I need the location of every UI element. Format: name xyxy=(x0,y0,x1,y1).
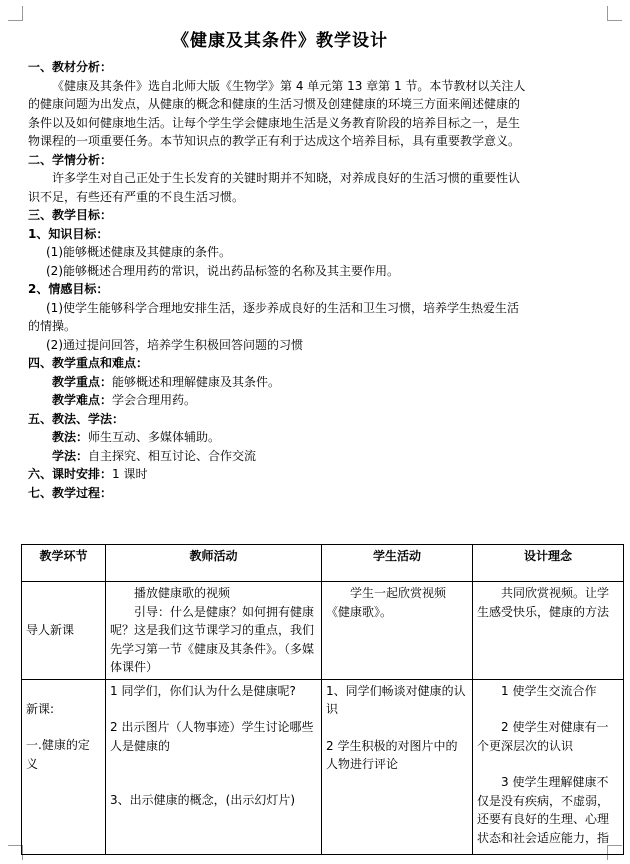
teacher-new-line-1: 1 同学们，你们认为什么是健康呢? xyxy=(110,683,296,698)
learning-method-text: 自主探究、相互讨论、合作交流 xyxy=(88,448,257,463)
section-heading-schedule: 六、课时安排： xyxy=(28,467,113,481)
teaching-method-line xyxy=(28,428,528,447)
teacher-new-line-3: 3、出示健康的概念，(出示幻灯片) xyxy=(110,793,295,807)
corner-mark-top-right xyxy=(607,6,622,21)
difficult-point-label: 教学难点： xyxy=(52,393,113,407)
key-point-line xyxy=(28,373,528,392)
idea-new-line-1: 1 使学生交流合作 xyxy=(501,683,597,698)
section-heading-students: 二、学情分析： xyxy=(28,152,113,167)
header-design-idea: 设计理念 xyxy=(473,545,624,582)
table-row xyxy=(22,679,624,854)
section-heading-key-points: 四、教学重点和难点： xyxy=(28,356,149,370)
schedule-text: 1 课时 xyxy=(112,467,148,481)
student-new-line-2: 2 学生积极的对图片中的人物进行评论 xyxy=(326,738,458,771)
header-student-activity: 学生活动 xyxy=(322,545,473,582)
design-idea-intro: 共同欣赏视频。让学生感受快乐，健康的方法 xyxy=(473,582,624,680)
emotion-goal-2: (2)通过提问回答，培养学生积极回答问题的习惯 xyxy=(46,337,303,352)
teacher-activity-new xyxy=(106,679,322,854)
teacher-intro-line-1: 播放健康歌的视频 xyxy=(134,586,231,600)
idea-new-line-3: 3 使学生理解健康不仅是没有疾病，不虚弱，还要有良好的生理、心理状态和社会适应能力，指 xyxy=(477,775,610,845)
teacher-new-line-2: 2 出示图片（人物事迹）学生讨论哪些人是健康的 xyxy=(110,720,314,753)
knowledge-goal-1: (1)能够概述健康及其健康的条件。 xyxy=(46,245,231,259)
student-activity-new xyxy=(322,679,473,854)
knowledge-goals-heading: 1、知识目标： xyxy=(28,226,109,241)
header-stage: 教学环节 xyxy=(22,545,106,582)
teaching-process-table xyxy=(21,544,624,855)
difficult-point-line xyxy=(28,391,528,410)
table-row xyxy=(22,582,624,680)
corner-mark-top-left xyxy=(8,6,23,21)
student-analysis-text: 许多学生对自己正处于生长发育的关键时期并不知晓，对养成良好的生活习惯的重要性认识不足，有些还有严重的不良生活习惯。 xyxy=(28,171,521,204)
stage-new-lesson xyxy=(22,679,106,854)
key-point-label: 教学重点： xyxy=(52,374,113,389)
document-body xyxy=(28,58,528,502)
stage-intro: 导人新课 xyxy=(22,582,106,680)
schedule-line xyxy=(28,465,528,484)
learning-method-label: 学法： xyxy=(52,448,89,463)
stage-health-definition: 一.健康的定义 xyxy=(26,738,90,771)
teacher-activity-intro xyxy=(106,582,322,680)
student-activity-intro: 学生一起欣赏视频《健康歌》。 xyxy=(322,582,473,680)
teaching-method-label: 教法： xyxy=(52,430,89,444)
document-title: 《健康及其条件》教学设计 xyxy=(172,31,388,51)
teaching-method-text: 师生互动、多媒体辅助。 xyxy=(88,430,221,444)
stage-new-lesson-label: 新课: xyxy=(26,701,55,716)
knowledge-goal-2: (2)能够概述合理用药的常识，说出药品标签的名称及其主要作用。 xyxy=(46,263,400,278)
section-heading-material: 一、教材分析： xyxy=(28,60,113,74)
student-new-line-1: 1、同学们畅谈对健康的认识 xyxy=(326,683,466,716)
key-point-text: 能够概述和理解健康及其条件。 xyxy=(112,374,281,389)
teacher-intro-line-2: 引导：什么是健康？如何拥有健康呢？这是我们这节课学习的重点，我们先学习第一节《健康及其条件》。（多媒体课件） xyxy=(110,604,315,674)
difficult-point-text: 学会合理用药。 xyxy=(112,393,197,407)
idea-new-line-2: 2 使学生对健康有一个更深层次的认识 xyxy=(477,720,609,753)
learning-method-line xyxy=(28,447,528,466)
table-header-row xyxy=(22,545,624,582)
section-heading-goals: 三、教学目标： xyxy=(28,208,113,222)
section-heading-methods: 五、教法、学法： xyxy=(28,411,125,426)
section-heading-process: 七、教学过程： xyxy=(28,485,113,500)
emotion-goals-heading: 2、情感目标： xyxy=(28,282,109,296)
header-teacher-activity: 教师活动 xyxy=(106,545,322,582)
emotion-goal-1: (1)使学生能够科学合理地安排生活，逐步养成良好的生活和卫生习惯，培养学生热爱生活的情操。 xyxy=(28,300,520,333)
design-idea-new xyxy=(473,679,624,854)
material-analysis-text: 《健康及其条件》选自北师大版《生物学》第 4 单元第 13 章第 1 节。本节教材以关注人的健康问题为出发点，从健康的概念和健康的生活习惯及创建健康的环境三方面来阐述健康的条件以及如何健康地生活。让每个学生学会健康地生活是义务教育阶段的培养目标之一，是生物课程的一项重要任务。本节知识点的教学正有利于达成这个培养目标，具有重要教学意义。 xyxy=(28,78,526,148)
